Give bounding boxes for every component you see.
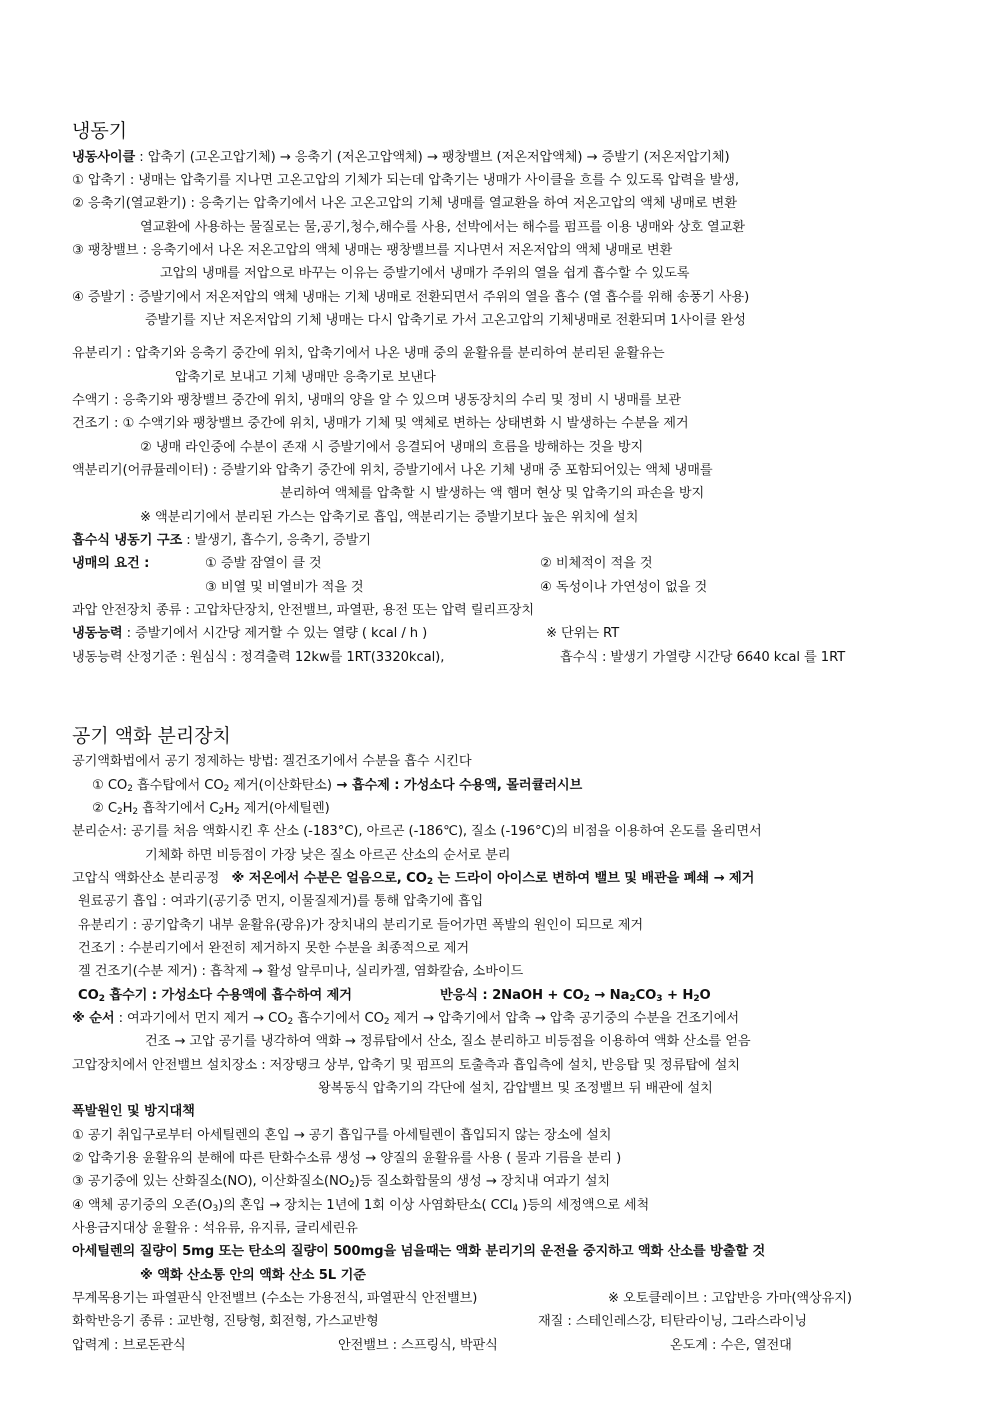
oil-separator-line-2: 압축기로 보내고 기체 냉매만 응축기로 보낸다 bbox=[175, 370, 436, 385]
hp-label: 고압식 액화산소 분리공정 bbox=[72, 871, 220, 886]
absorption-line bbox=[72, 532, 371, 550]
exp4-a: ④ 액체 공기중의 오존(O bbox=[72, 1198, 213, 1213]
subscript: 2 bbox=[127, 784, 133, 794]
evaporator-line-1: ④ 증발기 : 증발기에서 저온저압의 액체 냉매는 기체 냉매로 전환되면서 주위의 열을 흡수 (열 흡수를 위해 송풍기 사용) bbox=[72, 290, 750, 305]
exp3-a: ③ 공기중에 있는 산화질소(NO), 이산화질소(NO bbox=[72, 1174, 349, 1189]
dryer-air-line: 건조기 : 수분리기에서 완전히 제거하지 못한 수분을 최종적으로 제거 bbox=[78, 941, 469, 956]
purify-line: 공기액화법에서 공기 정제하는 방법: 겔건조기에서 수분을 흡수 시킨다 bbox=[72, 754, 472, 769]
hp-note-a: ※ 저온에서 수분은 얼음으로, CO bbox=[231, 871, 427, 886]
explosion-title: 폭발원인 및 방지대책 bbox=[72, 1104, 195, 1119]
safety-valve-location-1: 고압장치에서 안전밸브 설치장소 : 저장탱크 상부, 압축기 및 펌프의 토출측과 흡입측에 설치, 반응탑 및 정류탑에 설치 bbox=[72, 1058, 740, 1073]
cycle-text: : 압축기 (고온고압기체) → 응축기 (저온고압액체) → 팽창밸브 (저온저압액체) → 증발기 (저온저압기체) bbox=[135, 150, 730, 165]
safety-valve-location-2: 왕복동식 압축기의 각단에 설치, 감압밸브 및 조정밸브 뒤 배관에 설치 bbox=[318, 1081, 713, 1096]
accumulator-line-1: 액분리기(어큐뮬레이터) : 증발기와 압축기 중간에 위치, 증발기에서 나온 기체 냉매 중 포함되어있는 액체 냉매를 bbox=[72, 463, 713, 478]
compressor-line: ① 압축기 : 냉매는 압축기를 지나면 고온고압의 기체가 되는데 압축기는 냉매가 사이클을 흐를 수 있도록 압력을 발생, bbox=[72, 173, 740, 188]
condenser-line-1: ② 응축기(열교환기) : 응축기는 압축기에서 나온 고온고압의 기체 냉매를 열교환을 하여 저온고압의 액체 냉매로 변환 bbox=[72, 196, 737, 211]
subscript: 2 bbox=[693, 994, 700, 1004]
co2-text-e: 제거(이산화탄소) bbox=[229, 778, 332, 793]
cycle-line bbox=[72, 149, 730, 167]
absorption-label: 흡수식 냉동기 구조 bbox=[72, 533, 183, 548]
rx-e: CO bbox=[635, 988, 657, 1003]
abs-c: 흡수기 : 가성소다 수용액에 흡수하여 제거 bbox=[104, 988, 352, 1003]
capacity-criteria-centrifugal: 냉동능력 산정기준 : 원심식 : 정격출력 12kw를 1RT(3320kcal), bbox=[72, 650, 445, 665]
capacity-text: : 증발기에서 시간당 제거할 수 있는 열량 ( kcal / h ) bbox=[122, 626, 428, 641]
subscript: 2 bbox=[116, 807, 123, 817]
exp3-c: )등 질소화합물의 생성 → 장치내 여과기 설치 bbox=[354, 1174, 611, 1189]
c2h2-text-g: H bbox=[224, 801, 235, 816]
exp4-c: )의 혼입 → 장치는 1년에 1회 이상 사염화탄소( CCl bbox=[218, 1198, 513, 1213]
raw-air-line: 원료공기 흡입 : 여과기(공기중 먼지, 이물질제거)를 통해 압축기에 흡입 bbox=[78, 894, 484, 909]
exp4-e: )등의 세정액으로 세척 bbox=[518, 1198, 650, 1213]
requirements-label: 냉매의 요건 : bbox=[72, 556, 150, 571]
subscript: 4 bbox=[512, 1204, 519, 1214]
oil-separator-air-line: 유분리기 : 공기압축기 내부 윤활유(광유)가 장치내의 분리기로 들어가면 폭발의 원인이 되므로 제거 bbox=[78, 918, 644, 933]
seamless-vessel-line: 무계목용기는 파열판식 안전밸브 (수소는 가용전식, 파열판식 안전밸브) bbox=[72, 1291, 478, 1306]
condenser-line-2: 열교환에 사용하는 물질로는 물,공기,청수,해수를 사용, 선박에서는 해수를 펌프를 이용 냉매와 상호 열교환 bbox=[140, 220, 745, 235]
subscript: 2 bbox=[218, 807, 225, 817]
hp-note-d: 는 드라이 아이스로 변하여 밸브 및 배관을 폐쇄 → 제거 bbox=[433, 871, 755, 886]
expansion-line-1: ③ 팽창밸브 : 응축기에서 나온 저온고압의 액체 냉매는 팽창밸브를 지나면서 저온저압의 액체 냉매로 변환 bbox=[72, 243, 673, 258]
cycle-label: 냉동사이클 bbox=[72, 150, 136, 165]
separation-order-line-1: 분리순서: 공기를 처음 액화시킨 후 산소 (-183°C), 아르곤 (-186℃), 질소 (-196°C)의 비점을 이용하여 온도를 올리면서 bbox=[72, 824, 762, 839]
subscript: 2 bbox=[287, 1017, 294, 1027]
explosion-cause-2: ② 압축기용 윤활유의 분해에 따른 탄화수소류 생성 → 양질의 윤활유를 사용 ( 물과 기름을 분리 ) bbox=[72, 1151, 622, 1166]
rx-g: + H bbox=[662, 988, 694, 1003]
c2h2-text-e: 흡착기에서 C bbox=[138, 801, 219, 816]
accumulator-line-2: 분리하여 액체를 압축할 시 발생하는 액 햄머 현상 및 압축기의 파손을 방지 bbox=[280, 486, 705, 501]
subscript: 3 bbox=[212, 1204, 219, 1214]
reactor-types: 화학반응기 종류 : 교반형, 진탕형, 회전형, 가스교반형 bbox=[72, 1314, 379, 1329]
acetylene-warning-note: ※ 액화 산소통 안의 액화 산소 5L 기준 bbox=[140, 1268, 366, 1283]
explosion-cause-1: ① 공기 취입구로부터 아세틸렌의 혼입 → 공기 흡입구를 아세틸렌이 흡입되지 않는 장소에 설치 bbox=[72, 1128, 612, 1143]
seq-e: 제거 → 압축기에서 압축 → 압축 공기중의 수분을 건조기에서 bbox=[389, 1011, 739, 1026]
c2h2-adsorber-line bbox=[92, 800, 330, 818]
co2-absorber-line bbox=[92, 777, 582, 795]
absorption-text: : 발생기, 흡수기, 응축기, 증발기 bbox=[182, 533, 371, 548]
co2-absorber-bold-line bbox=[78, 987, 352, 1005]
prohibited-lubricants: 사용금지대상 윤활유 : 석유류, 유지류, 글리세린유 bbox=[72, 1221, 358, 1236]
subscript: 2 bbox=[583, 994, 590, 1004]
requirement-4: ④ 독성이나 가연성이 없을 것 bbox=[540, 580, 708, 595]
explosion-cause-3 bbox=[72, 1173, 610, 1191]
c2h2-text-i: 제거(아세틸렌) bbox=[239, 801, 330, 816]
capacity-line bbox=[72, 625, 427, 643]
seq-c: 흡수기에서 CO bbox=[293, 1011, 384, 1026]
high-pressure-process-line bbox=[72, 870, 754, 888]
requirement-3: ③ 비열 및 비열비가 적을 것 bbox=[205, 580, 364, 595]
oil-separator-line-1: 유분리기 : 압축기와 응축기 중간에 위치, 압축기에서 나온 냉매 중의 윤활유를 분리하여 분리된 윤활유는 bbox=[72, 346, 665, 361]
subscript: 2 bbox=[349, 1180, 355, 1190]
subscript: 3 bbox=[656, 994, 663, 1004]
c2h2-text-a: ② C bbox=[92, 801, 117, 816]
sequence-line-1 bbox=[72, 1010, 739, 1028]
subscript: 2 bbox=[629, 994, 636, 1004]
evaporator-line-2: 증발기를 지난 저온저압의 기체 냉매는 다시 압축기로 가서 고온고압의 기체냉매로 전환되며 1사이클 완성 bbox=[145, 313, 746, 328]
pressure-gauge-line: 압력계 : 브로돈관식 bbox=[72, 1338, 186, 1353]
rx-i: O bbox=[699, 988, 711, 1003]
co2-text-c: 흡수탑에서 CO bbox=[132, 778, 224, 793]
safety-device-line: 과압 안전장치 종류 : 고압차단장치, 안전밸브, 파열판, 용전 또는 압력 릴리프장치 bbox=[72, 603, 534, 618]
explosion-cause-4 bbox=[72, 1197, 649, 1215]
receiver-line: 수액기 : 응축기와 팽창밸브 중간에 위치, 냉매의 양을 알 수 있으며 냉동장치의 수리 및 정비 시 냉매를 보관 bbox=[72, 393, 681, 408]
separation-order-line-2: 기체화 하면 비등점이 가장 낮은 질소 아르곤 산소의 순서로 분리 bbox=[145, 848, 511, 863]
c2h2-text-c: H bbox=[122, 801, 133, 816]
capacity-label: 냉동능력 bbox=[72, 626, 123, 641]
autoclave-note: ※ 오토클레이브 : 고압반응 가마(액상유지) bbox=[608, 1291, 852, 1306]
rx-c: → Na bbox=[589, 988, 630, 1003]
subscript: 2 bbox=[223, 784, 230, 794]
dryer-line-1: 건조기 : ① 수액기와 팽창밸브 중간에 위치, 냉매가 기체 및 액체로 변하는 상태변화 시 발생하는 수분을 제거 bbox=[72, 416, 689, 431]
subscript: 2 bbox=[426, 877, 433, 887]
rx-a: 반응식 : 2NaOH + CO bbox=[440, 988, 584, 1003]
capacity-note: ※ 단위는 RT bbox=[546, 626, 620, 641]
sequence-line-2: 건조 → 고압 공기를 냉각하여 액화 → 정류탑에서 산소, 질소 분리하고 비등점을 이용하여 액화 산소를 얻음 bbox=[145, 1034, 751, 1049]
subscript: 2 bbox=[234, 807, 240, 817]
reactor-materials: 재질 : 스테인레스강, 티탄라이닝, 그라스라이닝 bbox=[538, 1314, 808, 1329]
requirement-2: ② 비체적이 적을 것 bbox=[540, 556, 653, 571]
thermometer-types: 온도계 : 수은, 열전대 bbox=[670, 1338, 792, 1353]
co2-absorbent: → 흡수제 : 가성소다 수용액, 몰러큘러시브 bbox=[331, 778, 583, 793]
safety-valve-types: 안전밸브 : 스프링식, 박판식 bbox=[338, 1338, 498, 1353]
dryer-line-2: ② 냉매 라인중에 수분이 존재 시 증발기에서 응결되어 냉매의 흐름을 방해하는 것을 방지 bbox=[140, 440, 644, 455]
sequence-label: ※ 순서 bbox=[72, 1011, 115, 1026]
gel-dryer-line: 겔 건조기(수분 제거) : 흡착제 → 활성 알루미나, 실리카겔, 염화칼슘, 소바이드 bbox=[78, 964, 524, 979]
expansion-line-2: 고압의 냉매를 저압으로 바꾸는 이유는 증발기에서 냉매가 주위의 열을 쉽게 흡수할 수 있도록 bbox=[160, 266, 690, 281]
subscript: 2 bbox=[132, 807, 139, 817]
abs-a: CO bbox=[78, 988, 99, 1003]
acetylene-warning: 아세틸렌의 질량이 5mg 또는 탄소의 질량이 500mg을 넘을때는 액화 분리기의 운전을 중지하고 액화 산소를 방출할 것 bbox=[72, 1244, 766, 1259]
reaction-formula bbox=[440, 987, 711, 1005]
requirement-1: ① 증발 잠열이 클 것 bbox=[205, 556, 322, 571]
subscript: 2 bbox=[98, 994, 105, 1004]
section-title-air-separation: 공기 액화 분리장치 bbox=[72, 725, 231, 747]
subscript: 2 bbox=[383, 1017, 390, 1027]
capacity-criteria-absorption: 흡수식 : 발생기 가열량 시간당 6640 kcal 를 1RT bbox=[560, 650, 846, 665]
section-title-refrigerator: 냉동기 bbox=[72, 120, 128, 142]
seq-a: : 여과기에서 먼지 제거 → CO bbox=[114, 1011, 288, 1026]
accumulator-note: ※ 액분리기에서 분리된 가스는 압축기로 흡입, 액분리기는 증발기보다 높은 위치에 설치 bbox=[140, 510, 639, 525]
co2-text-a: ① CO bbox=[92, 778, 128, 793]
